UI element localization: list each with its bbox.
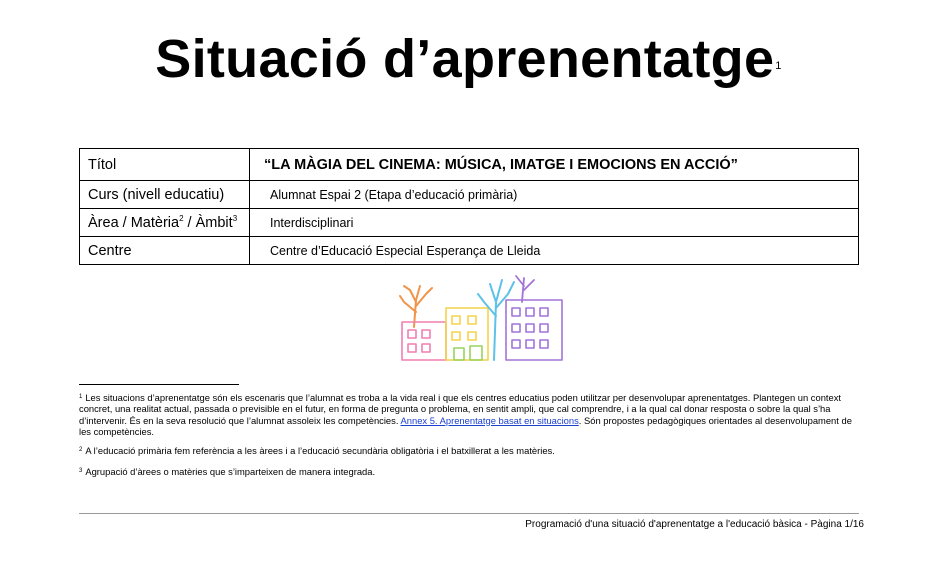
footer-separator: [79, 513, 859, 514]
school-trees-logo: [396, 272, 568, 364]
row-label-title: Títol: [80, 149, 250, 181]
footnote-1-text: Les situacions d’aprenentatge són els escenaris que l’alumnat es troba a la vida real i que els centres educatius poden utilitzar per desenvolupar aprenentatges. Plantegen un context concret, una realitat actual, passada o previsible en el futur, en forma de pregunta o problema, en sentit ampli, que cal comprendre, i a la qual cal donar resposta o sobre la qual s’ha d’intervenir. És en la seva resolució que l’alumnat assoleix les competències.: [79, 392, 842, 426]
table-row-course: [80, 181, 859, 209]
footnote-1: [79, 392, 865, 437]
row-label-course: Curs (nivell educatiu): [80, 181, 250, 209]
footnote-ref-2: 2: [179, 214, 184, 224]
page-title-text: Situació d’aprenentatge: [155, 29, 775, 89]
footnote-number-2: 2: [79, 447, 83, 453]
footnote-3: [79, 466, 865, 477]
info-table: [79, 148, 859, 265]
footnote-3-text: Agrupació d’àrees o matèries que s’imparteixen de manera integrada.: [85, 466, 376, 477]
footnote-ref-1: 1: [775, 60, 782, 72]
footnote-ref-3: 3: [232, 214, 238, 224]
row-value-area: Interdisciplinari: [250, 209, 859, 237]
row-value-title: “LA MÀGIA DEL CINEMA: MÚSICA, IMATGE I EMOCIONS EN ACCIÓ”: [250, 149, 859, 181]
footnote-number-1: 1: [79, 394, 83, 400]
row-label-area: [80, 209, 250, 237]
row-label-area-text: Àrea / Matèria: [88, 214, 180, 231]
page-title: [0, 28, 937, 90]
annex-5-link[interactable]: Annex 5. Aprenentatge basat en situacions: [400, 414, 579, 426]
row-value-course: Alumnat Espai 2 (Etapa d’educació primària): [250, 181, 859, 209]
footnote-separator: [79, 384, 239, 385]
row-label-centre: Centre: [80, 237, 250, 265]
footnote-1-tail: . Són propostes pedagògiques orientades al desenvolupament de les competències.: [79, 414, 852, 437]
page-footer: Programació d'una situació d'aprenentatge a l'educació bàsica - Pàgina 1/16: [525, 519, 864, 530]
table-row-centre: [80, 237, 859, 265]
footnote-2-text: A l’educació primària fem referència a les àrees i a l’educació secundària obligatòria i el batxillerat a les matèries.: [85, 445, 555, 456]
row-value-centre: Centre d’Educació Especial Esperança de Lleida: [250, 237, 859, 265]
footnote-2: [79, 445, 865, 456]
table-row-area: [80, 209, 859, 237]
table-row-title: [80, 149, 859, 181]
row-label-area-text-2: / Àmbit: [183, 214, 233, 231]
footnote-number-3: 3: [79, 468, 83, 474]
